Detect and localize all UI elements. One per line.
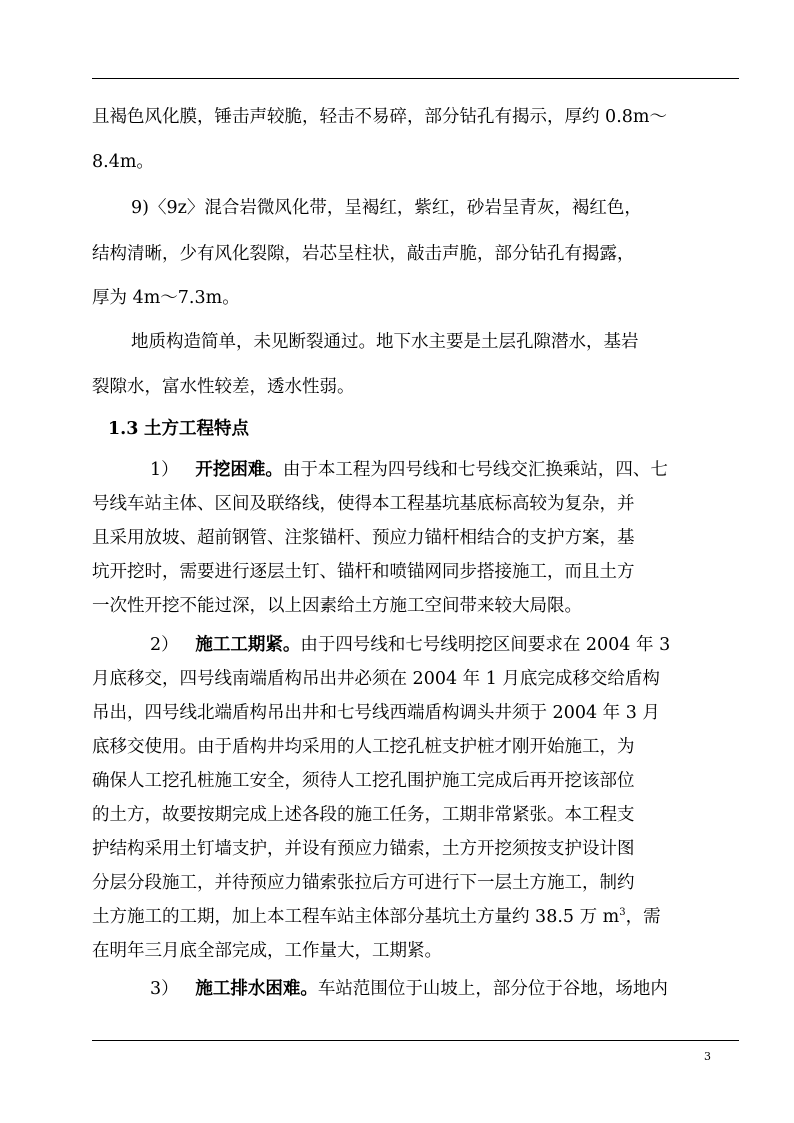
item-2-number: 2） <box>150 635 179 655</box>
para-9-line-1: 9)〈9z〉混合岩微风化带，呈褐红，紫红，砂岩呈青灰，褐红色， <box>131 198 642 218</box>
item-2-line-5: 确保人工挖孔桩施工安全，须待人工挖孔围护施工完成后再开挖该部位 <box>92 771 635 791</box>
item-3-number: 3） <box>150 979 179 999</box>
item-2-line-8: 分层分段施工，并待预应力锚索张拉后方可进行下一层土方施工，制约 <box>92 873 635 893</box>
para-geo-line-1: 地质构造简单，未见断裂通过。地下水主要是土层孔隙潜水，基岩 <box>131 332 639 352</box>
item-1-text-1: 由于本工程为四号线和七号线交汇换乘站，四、七 <box>282 460 668 480</box>
item-2-line-7: 护结构采用土钉墙支护，并设有预应力锚索，土方开挖须按支护设计图 <box>92 839 635 859</box>
item-1-title: 开挖困难。 <box>195 460 283 480</box>
item-2-text-9-end: ，需 <box>625 907 661 927</box>
item-3-text-1: 车站范围位于山坡上，部分位于谷地，场地内 <box>317 979 668 999</box>
item-2-line-1 <box>150 633 670 657</box>
item-1-line-2: 号线车站主体、区间及联络线，使得本工程基坑基底标高较为复杂，并 <box>92 494 635 514</box>
item-2-text-1: 由于四号线和七号线明挖区间要求在 2004 年 3 <box>300 635 671 655</box>
item-2-text-9: 土方施工的工期，加上本工程车站主体部分基坑土方量约 38.5 万 m <box>92 907 620 927</box>
para-geo-line-2: 裂隙水，富水性较差，透水性弱。 <box>92 377 355 397</box>
section-heading <box>108 417 249 441</box>
item-2-line-3: 吊出，四号线北端盾构吊出井和七号线西端盾构调头井须于 2004 年 3 月 <box>92 703 660 723</box>
item-2-line-10: 在明年三月底全部完成，工作量大，工期紧。 <box>92 941 442 961</box>
item-3-title: 施工排水困难。 <box>195 979 318 999</box>
para-9-line-2: 结构清晰，少有风化裂隙，岩芯呈柱状，敲击声脆，部分钻孔有揭露， <box>92 244 635 264</box>
item-3-line-1 <box>150 977 668 1001</box>
item-1-number: 1） <box>150 460 179 480</box>
item-2-title: 施工工期紧。 <box>195 635 301 655</box>
para-8-line-2: 8.4m。 <box>92 152 154 172</box>
section-title: 土方工程特点 <box>144 419 250 439</box>
item-2-line-2: 月底移交，四号线南端盾构吊出井必须在 2004 年 1 月底完成移交给盾构 <box>92 669 660 689</box>
section-number: 1.3 <box>108 419 139 439</box>
page-number: 3 <box>704 1050 711 1063</box>
item-1-line-3: 且采用放坡、超前钢管、注浆锚杆、预应力锚杆相结合的支护方案，基 <box>92 528 635 548</box>
item-2-line-9 <box>92 905 661 929</box>
header-rule <box>92 78 739 79</box>
item-1-line-1 <box>150 458 668 482</box>
superscript-3: 3 <box>619 907 626 919</box>
para-8-line-1: 且褐色风化膜，锤击声较脆，轻击不易碎，部分钻孔有揭示，厚约 0.8m～ <box>92 107 667 127</box>
item-2-line-4: 底移交使用。由于盾构井均采用的人工挖孔桩支护桩才刚开始施工，为 <box>92 737 635 757</box>
footer-rule <box>92 1040 739 1041</box>
para-9-line-3: 厚为 4m～7.3m。 <box>92 288 240 308</box>
item-1-line-4: 坑开挖时，需要进行逐层土钉、锚杆和喷锚网同步搭接施工，而且土方 <box>92 562 635 582</box>
item-1-line-5: 一次性开挖不能过深，以上因素给土方施工空间带来较大局限。 <box>92 596 582 616</box>
item-2-line-6: 的土方，故要按期完成上述各段的施工任务，工期非常紧张。本工程支 <box>92 805 635 825</box>
